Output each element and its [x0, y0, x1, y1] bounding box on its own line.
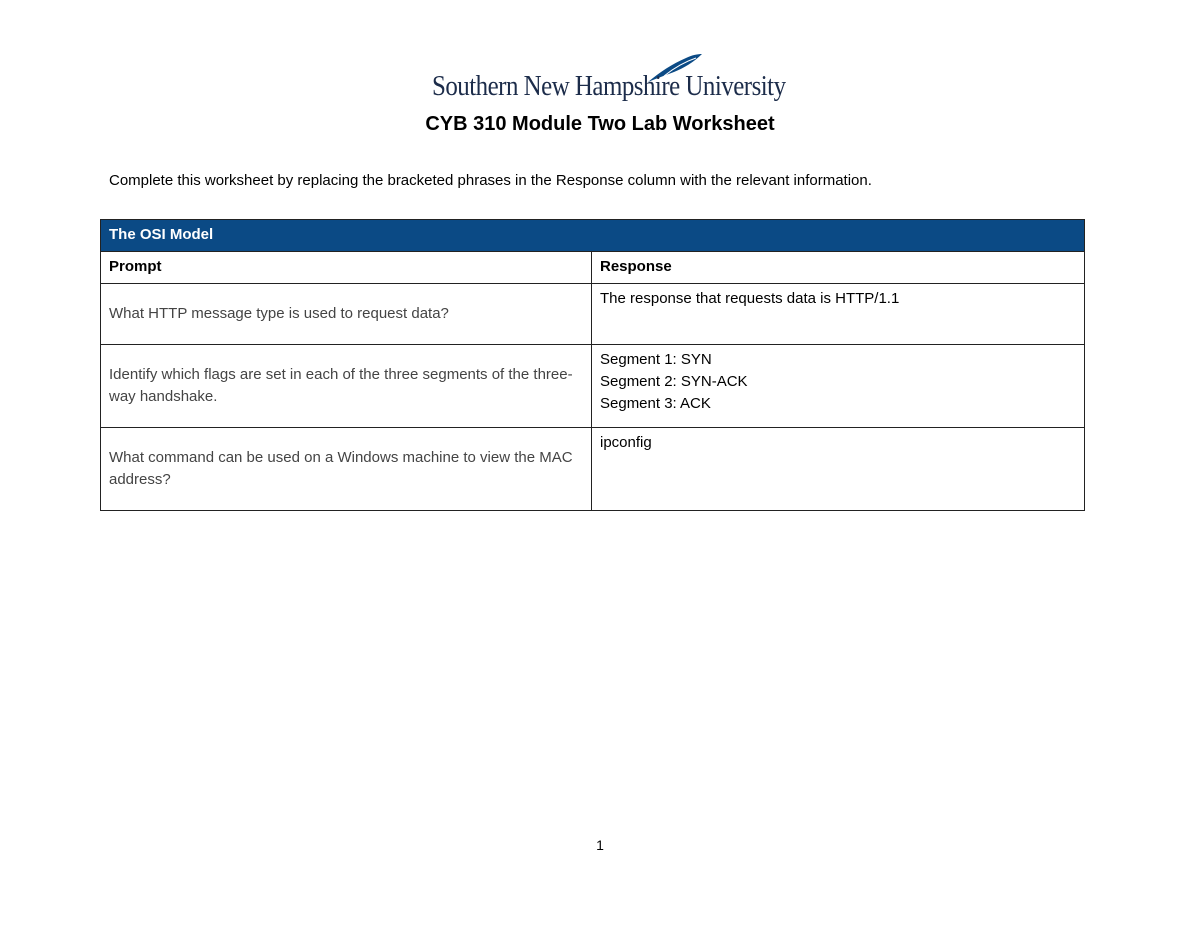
response-line: Segment 2: SYN-ACK: [600, 373, 748, 390]
response-column-header: Response: [592, 252, 1085, 284]
page-number: 1: [596, 837, 604, 853]
table-row: [101, 428, 1085, 511]
table-row: [101, 345, 1085, 428]
prompt-column-header: Prompt: [101, 252, 592, 284]
section-header-row: [101, 220, 1085, 252]
response-cell[interactable]: [592, 284, 1085, 345]
column-header-row: [101, 252, 1085, 284]
page-title: CYB 310 Module Two Lab Worksheet: [425, 113, 775, 135]
response-line: Segment 1: SYN: [600, 351, 712, 368]
response-line: The response that requests data is HTTP/1.1: [600, 290, 900, 307]
prompt-cell: What command can be used on a Windows machine to view the MAC address?: [101, 428, 592, 511]
response-line: Segment 3: ACK: [600, 395, 711, 412]
response-cell[interactable]: [592, 345, 1085, 428]
table-row: [101, 284, 1085, 345]
instructions-text: Complete this worksheet by replacing the bracketed phrases in the Response column with the relevant information.: [109, 172, 872, 189]
section-title: The OSI Model: [101, 220, 1085, 252]
response-cell[interactable]: [592, 428, 1085, 511]
worksheet-table: [100, 219, 1085, 511]
response-line: ipconfig: [600, 434, 652, 451]
university-logo: [432, 52, 786, 106]
prompt-cell: What HTTP message type is used to request data?: [101, 284, 592, 345]
prompt-cell: Identify which flags are set in each of the three segments of the three-way handshake.: [101, 345, 592, 428]
logo-wordmark: Southern New Hampshire University: [432, 70, 786, 102]
